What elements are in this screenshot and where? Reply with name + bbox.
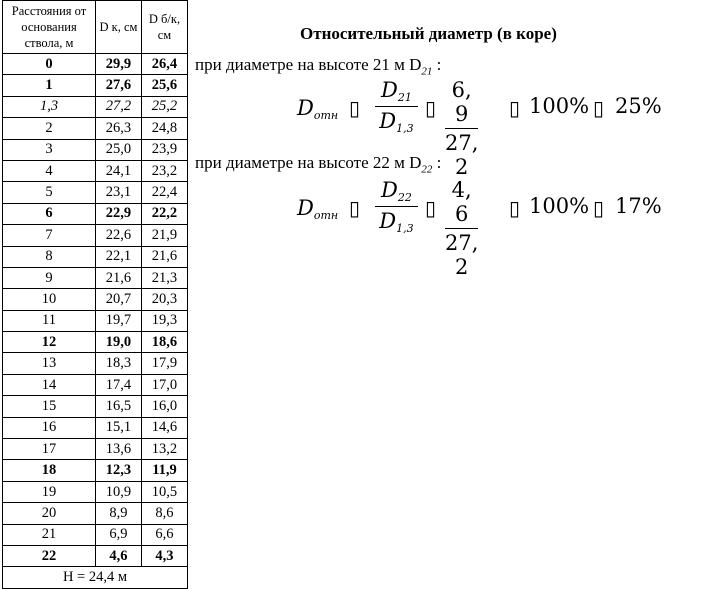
data-table-container: [2, 0, 188, 589]
cell-distance: 15: [3, 396, 96, 417]
cell-diameter-bark: 27,6: [96, 75, 142, 96]
cell-diameter-nobark: 17,0: [141, 374, 187, 395]
cell-diameter-nobark: 10,5: [141, 481, 187, 502]
total-height: H = 24,4 м: [3, 567, 188, 588]
formula1-result: 25%: [615, 94, 662, 118]
cell-distance: 9: [3, 267, 96, 288]
cell-distance: 0: [3, 54, 96, 75]
cell-diameter-nobark: 23,9: [141, 139, 187, 160]
table-body: [3, 54, 188, 567]
table-row: [3, 182, 188, 203]
cell-diameter-nobark: 21,9: [141, 225, 187, 246]
cell-diameter-nobark: 25,6: [141, 75, 187, 96]
formula1-symbol-fraction: $\frac{D21}{D1,3}$: [375, 78, 418, 135]
cell-distance: 22: [3, 545, 96, 566]
cell-diameter-bark: 22,6: [96, 225, 142, 246]
table-footer-row: [3, 567, 188, 588]
table-row: [3, 481, 188, 502]
line-height-22: [195, 153, 441, 175]
formula1-box-3: ▯: [509, 96, 521, 120]
formula1-lhs: Dотн: [297, 96, 339, 122]
formula2-percent: 100%: [529, 194, 590, 218]
formula2-lhs: Dотн: [297, 196, 339, 222]
cell-diameter-bark: 19,7: [96, 310, 142, 331]
cell-diameter-nobark: 16,0: [141, 396, 187, 417]
header-diameter-bark: D к, см: [96, 1, 142, 54]
formula1-box-2: ▯: [425, 96, 437, 120]
cell-distance: 14: [3, 374, 96, 395]
cell-distance: 7: [3, 225, 96, 246]
formula2-box-1: ▯: [349, 196, 361, 220]
table-row: [3, 417, 188, 438]
formula2-result: 17%: [615, 194, 662, 218]
formula2-box-2: ▯: [425, 196, 437, 220]
cell-diameter-nobark: 17,9: [141, 353, 187, 374]
cell-diameter-bark: 19,0: [96, 332, 142, 353]
cell-diameter-nobark: 11,9: [141, 460, 187, 481]
table-row: [3, 374, 188, 395]
formula1-box-1: ▯: [349, 96, 361, 120]
table-row: [3, 54, 188, 75]
cell-diameter-nobark: 25,2: [141, 96, 187, 117]
page-heading: Относительный диаметр (в коре): [300, 24, 557, 43]
table-row: [3, 139, 188, 160]
cell-diameter-bark: 29,9: [96, 54, 142, 75]
table-row: [3, 310, 188, 331]
table-row: [3, 332, 188, 353]
cell-distance: 11: [3, 310, 96, 331]
cell-distance: 1: [3, 75, 96, 96]
cell-distance: 4: [3, 160, 96, 181]
cell-diameter-nobark: 22,4: [141, 182, 187, 203]
table-header-row: [3, 1, 188, 54]
table-row: [3, 545, 188, 566]
formula2-value-fraction: $\frac{4, 6}{27, 2}$: [445, 178, 479, 279]
header-diameter-nobark: D б/к, см: [141, 1, 187, 54]
cell-diameter-nobark: 21,6: [141, 246, 187, 267]
cell-distance: 20: [3, 503, 96, 524]
cell-diameter-nobark: 20,3: [141, 289, 187, 310]
line1-text: при диаметре на высоте 21 м D: [195, 55, 422, 74]
cell-diameter-bark: 23,1: [96, 182, 142, 203]
line2-text: при диаметре на высоте 22 м D: [195, 153, 422, 172]
cell-diameter-bark: 10,9: [96, 481, 142, 502]
cell-diameter-bark: 8,9: [96, 503, 142, 524]
table-row: [3, 225, 188, 246]
cell-distance: 21: [3, 524, 96, 545]
line2-tail: :: [432, 153, 442, 172]
table-row: [3, 460, 188, 481]
cell-diameter-nobark: 22,2: [141, 203, 187, 224]
formula2-symbol-fraction: $\frac{D22}{D1,3}$: [375, 178, 418, 235]
formula1-value-fraction: $\frac{6, 9}{27, 2}$: [445, 78, 479, 179]
cell-diameter-bark: 15,1: [96, 417, 142, 438]
cell-diameter-bark: 27,2: [96, 96, 142, 117]
formula2-box-3: ▯: [509, 196, 521, 220]
table-row: [3, 160, 188, 181]
cell-diameter-bark: 16,5: [96, 396, 142, 417]
cell-diameter-nobark: 21,3: [141, 267, 187, 288]
table-row: [3, 96, 188, 117]
cell-diameter-nobark: 14,6: [141, 417, 187, 438]
formula1-box-4: ▯: [593, 96, 605, 120]
table-row: [3, 203, 188, 224]
cell-distance: 18: [3, 460, 96, 481]
table-row: [3, 524, 188, 545]
cell-distance: 10: [3, 289, 96, 310]
cell-distance: 5: [3, 182, 96, 203]
cell-distance: 1,3: [3, 96, 96, 117]
cell-diameter-bark: 24,1: [96, 160, 142, 181]
cell-diameter-bark: 26,3: [96, 118, 142, 139]
table-row: [3, 75, 188, 96]
line2-sub: 22: [421, 163, 433, 176]
cell-distance: 2: [3, 118, 96, 139]
cell-distance: 12: [3, 332, 96, 353]
cell-distance: 3: [3, 139, 96, 160]
formula1-percent: 100%: [529, 94, 590, 118]
table-row: [3, 353, 188, 374]
cell-distance: 19: [3, 481, 96, 502]
line1-sub: 21: [421, 65, 433, 78]
cell-distance: 8: [3, 246, 96, 267]
line1-tail: :: [432, 55, 442, 74]
cell-diameter-bark: 12,3: [96, 460, 142, 481]
cell-diameter-bark: 22,1: [96, 246, 142, 267]
cell-diameter-bark: 4,6: [96, 545, 142, 566]
cell-diameter-bark: 13,6: [96, 439, 142, 460]
cell-diameter-bark: 17,4: [96, 374, 142, 395]
cell-diameter-nobark: 4,3: [141, 545, 187, 566]
cell-diameter-nobark: 24,8: [141, 118, 187, 139]
cell-diameter-bark: 20,7: [96, 289, 142, 310]
cell-diameter-bark: 18,3: [96, 353, 142, 374]
data-table: [2, 0, 188, 589]
table-row: [3, 503, 188, 524]
cell-diameter-nobark: 23,2: [141, 160, 187, 181]
table-row: [3, 289, 188, 310]
cell-distance: 17: [3, 439, 96, 460]
cell-diameter-nobark: 18,6: [141, 332, 187, 353]
header-distance: Расстояния от основания ствола, м: [3, 1, 96, 54]
table-row: [3, 118, 188, 139]
cell-diameter-bark: 22,9: [96, 203, 142, 224]
content-panel: [195, 0, 715, 540]
table-row: [3, 246, 188, 267]
cell-diameter-bark: 21,6: [96, 267, 142, 288]
cell-diameter-nobark: 26,4: [141, 54, 187, 75]
cell-distance: 6: [3, 203, 96, 224]
cell-diameter-bark: 6,9: [96, 524, 142, 545]
line-height-21: [195, 55, 441, 77]
formula2-box-4: ▯: [593, 196, 605, 220]
cell-distance: 13: [3, 353, 96, 374]
cell-diameter-nobark: 6,6: [141, 524, 187, 545]
cell-distance: 16: [3, 417, 96, 438]
cell-diameter-nobark: 19,3: [141, 310, 187, 331]
table-row: [3, 267, 188, 288]
cell-diameter-bark: 25,0: [96, 139, 142, 160]
cell-diameter-nobark: 8,6: [141, 503, 187, 524]
table-row: [3, 439, 188, 460]
cell-diameter-nobark: 13,2: [141, 439, 187, 460]
table-row: [3, 396, 188, 417]
